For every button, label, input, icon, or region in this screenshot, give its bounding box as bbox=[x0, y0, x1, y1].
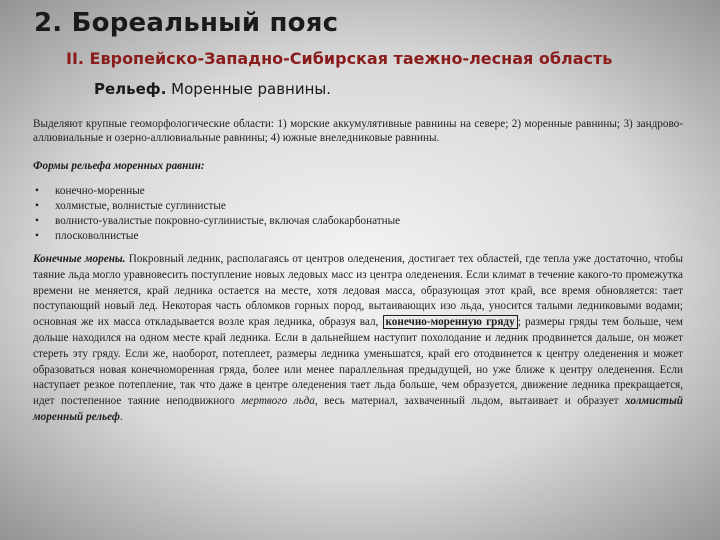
list-item bbox=[33, 199, 683, 214]
bullet-icon: • bbox=[35, 185, 39, 197]
paragraph-term: Конечные морены. bbox=[33, 253, 126, 265]
list-item-text: волнисто-увалистые покровно-суглинистые, включая слабокарбонатные bbox=[55, 215, 401, 227]
list-item-text: плосковолнистые bbox=[55, 230, 139, 242]
bullet-icon: • bbox=[35, 230, 39, 242]
paragraph-text-3: , весь материал, захваченный льдом, вытаивает и образует bbox=[314, 395, 626, 408]
boxed-term: конечно-моренную гряду bbox=[383, 315, 518, 329]
paragraph-end: . bbox=[119, 410, 123, 423]
slide-title: 2. Бореальный пояс bbox=[34, 8, 339, 38]
list-item-text: конечно-моренные bbox=[55, 185, 145, 197]
final-term: холмистый моренный рельеф bbox=[33, 395, 683, 423]
list-item bbox=[33, 229, 683, 244]
list-item-text: холмистые, волнистые суглинистые bbox=[55, 200, 226, 212]
list-item bbox=[33, 184, 683, 199]
forms-list bbox=[33, 184, 683, 244]
italic-term: мертвого льда bbox=[241, 395, 315, 408]
slide-body bbox=[33, 117, 683, 426]
forms-heading: Формы рельефа моренных равнин: bbox=[33, 160, 205, 172]
relief-text: Моренные равнины. bbox=[166, 80, 332, 98]
bullet-icon: • bbox=[35, 200, 39, 212]
relief-line bbox=[94, 80, 331, 98]
paragraph-text-2: ; размеры гряды тем больше, чем дольше находился на одном месте край ледника. Если в дальнейшем наступит похолодание и ледник продвинется дальше, он может стереть эту гряду. Если же, наоборот, потеплеет, размеры ледника уменьшатся, край его отодвинется к центру оледенения и может образоваться новая конечноморенная гряда, более или менее параллельная предыдущей, но уже ближе к центру оледенения. Если наступает резкое потепление, так что даже в центре оледенения тает льда больше, чем образуется, движение ледника прекращается, идет постепенное таяние неподвижного bbox=[33, 316, 683, 408]
bullet-icon: • bbox=[35, 215, 39, 227]
moraine-paragraph bbox=[33, 252, 683, 426]
slide-subtitle: II. Европейско-Западно-Сибирская таежно-лесная область bbox=[66, 49, 613, 68]
list-item bbox=[33, 214, 683, 229]
paragraph-text-1: Покровный ледник, располагаясь от центров оледенения, достигает тех областей, где тепла уже достаточно, чтобы таяние льда могло уравновесить поступление новых ледовых масс из центра оледенения. Если климат в течение какого-то промежутка времени не меняется, край ледника остается на месте, хотя ледовая масса, образующая этот край, все время обновляется: тает поступающий новый лед. Некоторая часть обломков горных пород, вытаивающих изо льда, уносится талыми ледниковыми водами; основная же их масса откладывается возле края ледника, образуя вал, bbox=[33, 253, 683, 329]
relief-label: Рельеф. bbox=[94, 80, 167, 98]
intro-paragraph: Выделяют крупные геоморфологические области: 1) морские аккумулятивные равнины на севере; 2) моренные равнины; 3) зандрово-аллювиальные и озерно-аллювиальные равнины; 4) южные внеледниковые равнины. bbox=[33, 118, 683, 144]
